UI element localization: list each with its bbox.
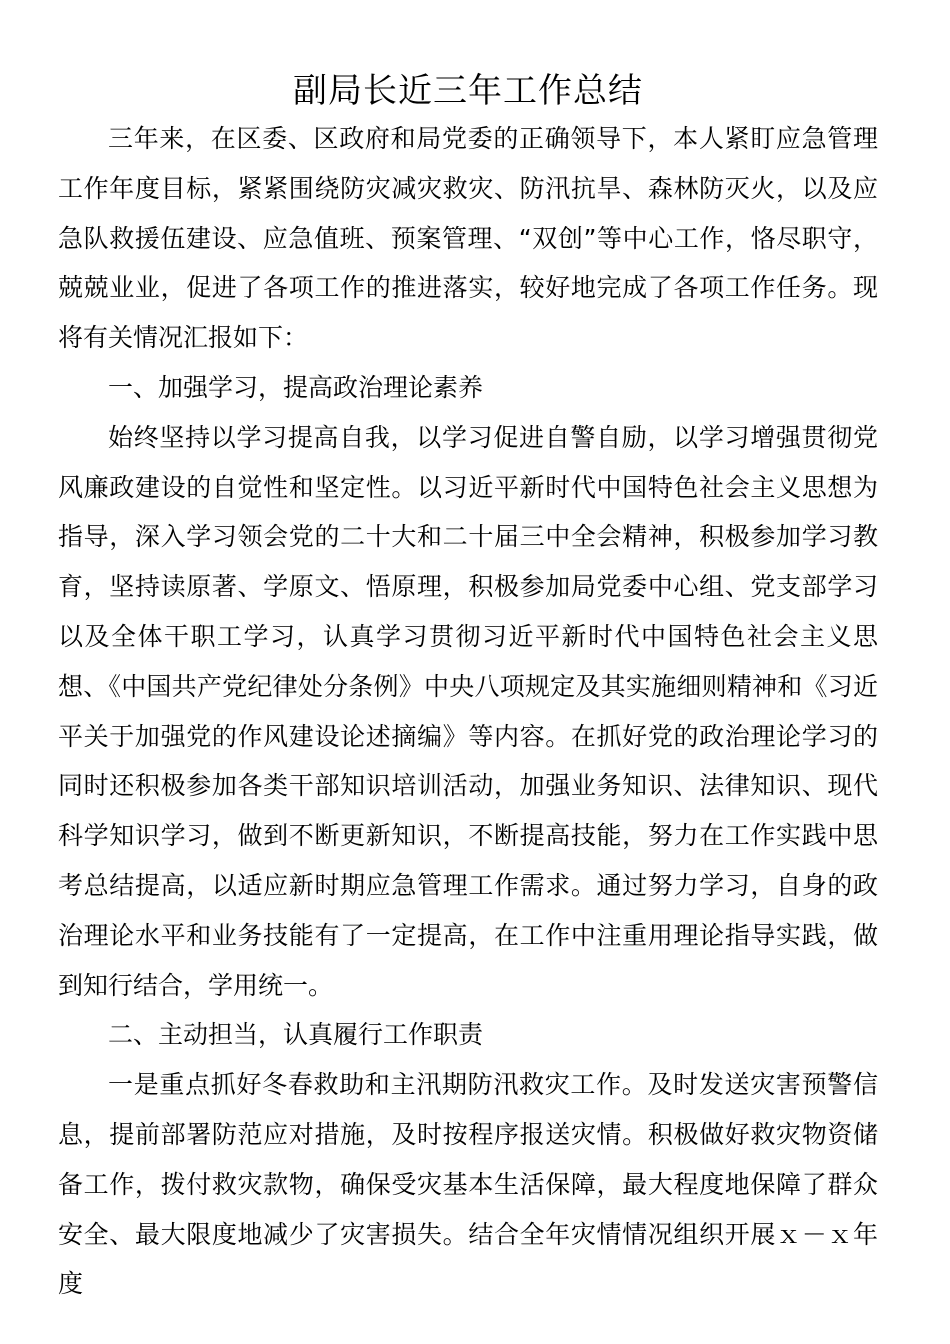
section-1-heading: 一、加强学习，提高政治理论素养 (108, 372, 484, 402)
document-title: 副局长近三年工作总结 (293, 71, 643, 111)
section-2-heading: 二、主动担当，认真履行工作职责 (108, 1020, 484, 1050)
intro-paragraph: 三年来，在区委、区政府和局党委的正确领导下，本人紧盯应急管理工作年度目标，紧紧围绕防灾减灾救灾、防汛抗旱、森林防灭火，以及应急队救援伍建设、应急值班、预案管理、“双创”等中心工作，恪尽职守，兢兢业业，促进了各项工作的推进落实，较好地完成了各项工作任务。现将有关情况汇报如下： (58, 124, 878, 353)
section-2-paragraph: 一是重点抓好冬春救助和主汛期防汛救灾工作。及时发送灾害预警信息，提前部署防范应对措施，及时按程序报送灾情。积极做好救灾物资储备工作，拨付救灾款物，确保受灾基本生活保障，最大程度地保障了群众安全、最大限度地减少了灾害损失。结合全年灾情情况组织开展ｘ－ｘ年度 (58, 1070, 878, 1299)
section-1-paragraph: 始终坚持以学习提高自我，以学习促进自警自励，以学习增强贯彻党风廉政建设的自觉性和坚定性。以习近平新时代中国特色社会主义思想为指导，深入学习领会党的二十大和二十届三中全会精神，积极参加学习教育，坚持读原著、学原文、悟原理，积极参加局党委中心组、党支部学习以及全体干职工学习，认真学习贯彻习近平新时代中国特色社会主义思想、《中国共产党纪律处分条例》中央八项规定及其实施细则精神和《习近平关于加强党的作风建设论述摘编》等内容。在抓好党的政治理论学习的同时还积极参加各类干部知识培训活动，加强业务知识、法律知识、现代科学知识学习，做到不断更新知识，不断提高技能，努力在工作实践中思考总结提高，以适应新时期应急管理工作需求。通过努力学习，自身的政治理论水平和业务技能有了一定提高，在工作中注重用理论指导实践，做到知行结合，学用统一。 (58, 422, 878, 1000)
document-page (58, 0, 878, 1309)
